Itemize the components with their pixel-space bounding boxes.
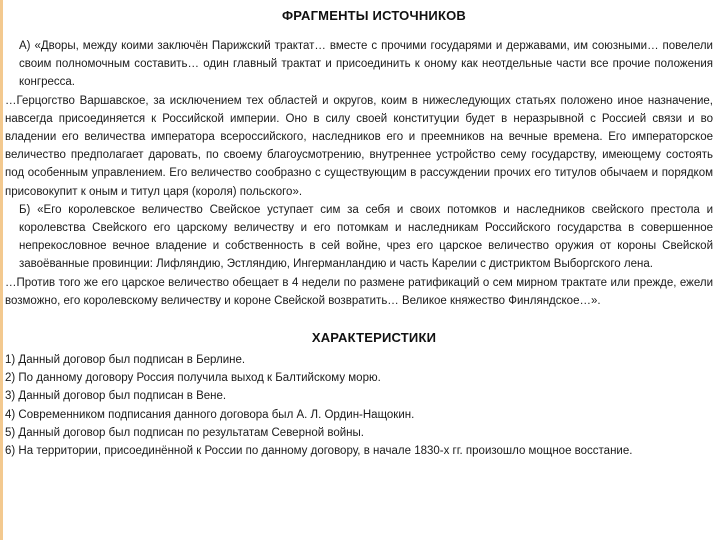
characteristics-title: ХАРАКТЕРИСТИКИ [311, 330, 437, 346]
source-a-paragraph-2: …Герцогство Варшавское, за исключением тех областей и округов, коим в нижеследующих статьях положено иное назначение, навсегда присоединяется к Российской империи. Оно в силу своей конституции будет в неразрывной с Россией связи и во владении его величества императора всероссийского, наследников его и преемников на вечные времена. Его императорское величество предполагает даровать, по своему благоусмотрению, внутреннее устройство сему государству, имеющему состоять под особенным управлением. Его величество сообразно с существующим в рассуждении прочих его титулов обычаем и порядком присовокупит к оным и титул царя (короля) польского». [5, 94, 713, 198]
sources-title: ФРАГМЕНТЫ ИСТОЧНИКОВ [282, 8, 466, 23]
left-accent-bar [0, 0, 3, 540]
characteristic-item: 5) Данный договор был подписан по результатам Северной войны. [5, 426, 364, 439]
characteristics-list [5, 351, 713, 460]
source-b-paragraph-2: …Против того же его царское величество обещает в 4 недели по размене ратификаций о сем мирном трактате или прежде, ежели возможно, его королевскому величеству и короне Свейской возвратить… Великое княжество Финляндское…». [5, 276, 713, 307]
characteristic-item: 6) На территории, присоединённой к России по данному договору, в начале 1830-х гг. произошло мощное восстание. [5, 445, 633, 458]
characteristic-item: 4) Современником подписания данного договора был А. Л. Ордин-Нащокин. [5, 408, 415, 421]
sources-section [5, 37, 713, 310]
characteristic-item: 3) Данный договор был подписан в Вене. [5, 390, 227, 403]
document-content [5, 8, 713, 460]
characteristic-item: 2) По данному договору Россия получила выход к Балтийскому морю. [5, 372, 381, 385]
source-b-paragraph-1: Б) «Его королевское величество Свейское уступает сим за себя и своих потомков и наследников свейского престола и королевства Свейского его царскому величеству и его потомкам и наследникам Российского государства в совершенное непрекословное вечное владение и собственность в сей войне, чрез его царское величество оружия от короны Свейской завоёванные провинции: Лифляндию, Эстляндию, Ингерманландию и часть Карелии с дистриктом Выборгского лена. [19, 203, 713, 271]
characteristic-item: 1) Данный договор был подписан в Берлине. [5, 354, 246, 367]
source-a-paragraph-1: А) «Дворы, между коими заключён Парижский трактат… вместе с прочими государями и державами, им союзными… повелели своим полномочным составить… один главный трактат и присоединить к оному как неотдельные части все прочие положения конгресса. [19, 40, 713, 89]
